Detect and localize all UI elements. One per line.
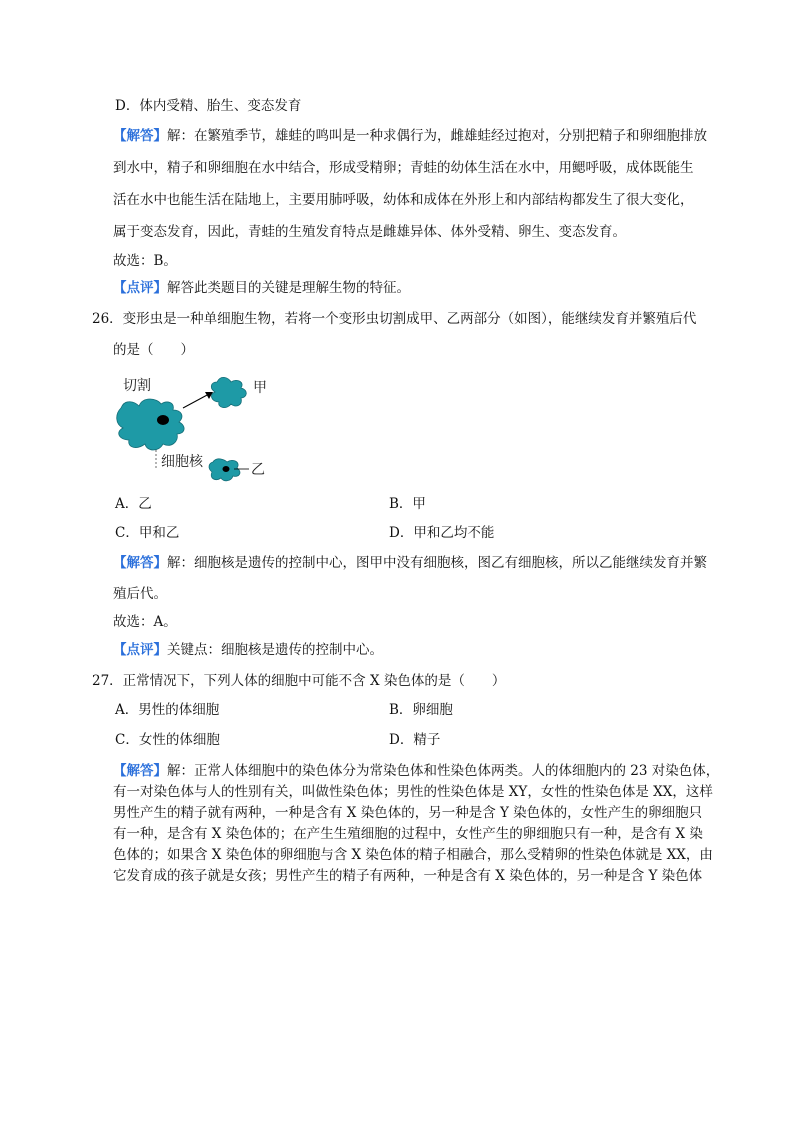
nucleus-dot: [157, 415, 169, 425]
q25-choice: 故选：B。: [113, 253, 177, 269]
q27-answer-line-4: 有一种，是含有 X 染色体的；在产生生殖细胞的过程中，女性产生的卵细胞只有一种，是含有 X 染: [113, 826, 703, 842]
answer-tag: 【解答】: [113, 555, 167, 571]
label-nucleus: 细胞核: [161, 454, 203, 470]
label-jia: 甲: [253, 380, 267, 396]
arrow-line: [183, 394, 209, 408]
q26-comment: 【点评】关键点：细胞核是遗传的控制中心。: [113, 642, 383, 658]
q27-answer-line-6: 它发育成的孩子就是女孩；男性产生的精子有两种，一种是含有 X 染色体的，另一种是含 Y 染色体: [113, 868, 703, 884]
q26-stem-line-2: 的是（ ）: [113, 342, 194, 358]
q25-answer-line-3: 活在水中也能生活在陆地上，主要用肺呼吸，幼体和成体在外形上和内部结构都发生了很大变化，: [113, 192, 694, 208]
comment-tag: 【点评】: [113, 642, 167, 658]
amoeba-figure: [113, 368, 283, 483]
q27-stem: 27．正常情况下，下列人体的细胞中可能不含 X 染色体的是（ ）: [92, 673, 506, 689]
q25-answer-line-1: 【解答】解：在繁殖季节，雄蛙的鸣叫是一种求偶行为，雌雄蛙经过抱对，分别把精子和卵细胞排放: [113, 128, 707, 144]
answer-tag: 【解答】: [113, 128, 167, 144]
nucleus-dot-yi: [223, 466, 230, 472]
q25-answer-line-4: 属于变态发育，因此，青蛙的生殖发育特点是雌雄异体、体外受精、卵生、变态发育。: [113, 224, 626, 240]
comment-tag: 【点评】: [113, 280, 167, 296]
q26-answer-line-2: 殖后代。: [113, 586, 167, 602]
q25-answer-line-2: 到水中，精子和卵细胞在水中结合，形成受精卵；青蛙的幼体生活在水中，用鳃呼吸，成体既能生: [113, 160, 694, 176]
amoeba-main-cell: [117, 399, 184, 450]
q27-option-a: A．男性的体细胞: [115, 702, 220, 718]
q26-option-c: C．甲和乙: [115, 525, 180, 541]
q27-answer-line-3: 男性产生的精子就有两种，一种是含有 X 染色体的，另一种是含 Y 染色体的，女性产生的卵细胞只: [113, 805, 703, 821]
q25-comment: 【点评】解答此类题目的关键是理解生物的特征。: [113, 280, 410, 296]
q25-option-d: D．体内受精、胎生、变态发育: [115, 98, 302, 114]
q27-option-b: B．卵细胞: [389, 702, 453, 718]
q26-answer-line-1: 【解答】解：细胞核是遗传的控制中心，图甲中没有细胞核，图乙有细胞核，所以乙能继续发育并繁: [113, 555, 707, 571]
q26-option-d: D．甲和乙均不能: [389, 525, 495, 541]
label-yi: 乙: [251, 462, 265, 478]
q26-option-a: A．乙: [115, 496, 152, 512]
label-cut: 切割: [123, 378, 151, 394]
q26-option-b: B．甲: [389, 496, 426, 512]
q27-answer-line-2: 有一对染色体与人的性别有关，叫做性染色体；男性的性染色体是 XY，女性的性染色体是 XX，这样: [113, 784, 713, 800]
q27-answer-line-1: 【解答】解：正常人体细胞中的染色体分为常染色体和性染色体两类。人的体细胞内的 23 对染色体，: [113, 763, 720, 779]
q27-answer-line-5: 色体的；如果含 X 染色体的卵细胞与含 X 染色体的精子相融合，那么受精卵的性染色体就是 XX，由: [113, 847, 713, 863]
answer-tag: 【解答】: [113, 763, 167, 779]
q27-option-d: D．精子: [389, 732, 441, 748]
q27-option-c: C．女性的体细胞: [115, 732, 220, 748]
amoeba-fragment-jia: [211, 377, 246, 407]
q26-stem-line-1: 26．变形虫是一种单细胞生物，若将一个变形虫切割成甲、乙两部分（如图），能继续发育并繁殖后代: [92, 311, 697, 327]
q26-choice: 故选：A。: [113, 614, 177, 630]
